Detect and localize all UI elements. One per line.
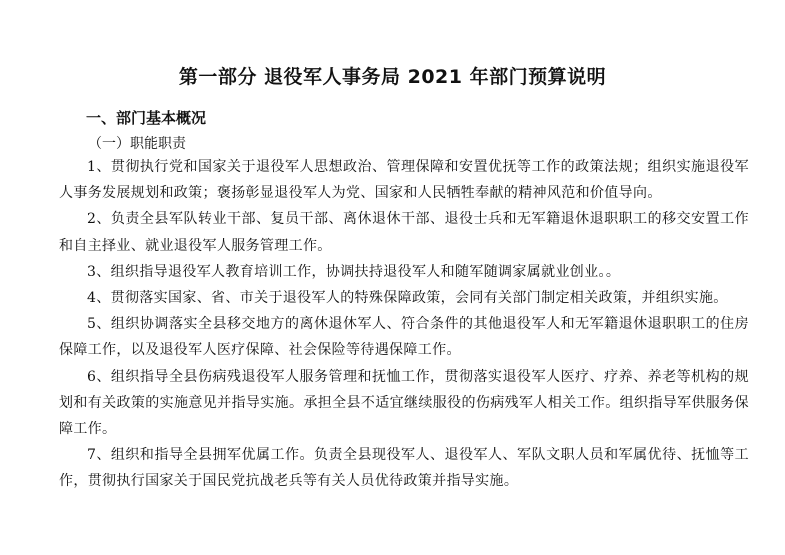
subsection-heading: （一）职能职责 [88, 136, 186, 152]
document-body [59, 154, 749, 495]
paragraph-4: 4、贯彻落实国家、省、市关于退役军人的特殊保障政策，会同有关部门制定相关政策，并组织实施。 [87, 290, 728, 307]
paragraph-1: 1、贯彻执行党和国家关于退役军人思想政治、管理保障和安置优抚等工作的政策法规；组织实施退役军人事务发展规划和政策；褒扬彰显退役军人为党、国家和人民牺牲奉献的精神风范和价值导向。 [59, 159, 749, 202]
paragraph-3: 3、组织指导退役军人教育培训工作，协调扶持退役军人和随军随调家属就业创业。。 [87, 263, 621, 280]
document-title: 第一部分 退役军人事务局 2021 年部门预算说明 [178, 66, 607, 88]
paragraph-5: 5、组织协调落实全县移交地方的离休退休军人、符合条件的其他退役军人和无军籍退休退职职工的住房保障工作，以及退役军人医疗保障、社会保险等待遇保障工作。 [59, 316, 749, 359]
paragraph-6: 6、组织指导全县伤病残退役军人服务管理和抚恤工作，贯彻落实退役军人医疗、疗养、养老等机构的规划和有关政策的实施意见并指导实施。承担全县不适宜继续服役的伤病残军人相关工作。组织指导军供服务保障工作。 [59, 368, 749, 438]
paragraph-2: 2、负责全县军队转业干部、复员干部、离休退休干部、退役士兵和无军籍退休退职职工的移交安置工作和自主择业、就业退役军人服务管理工作。 [59, 211, 749, 254]
paragraph-7: 7、组织和指导全县拥军优属工作。负责全县现役军人、退役军人、军队文职人员和军属优待、抚恤等工作，贯彻执行国家关于国民党抗战老兵等有关人员优待政策并指导实施。 [59, 447, 749, 490]
section-heading: 一、部门基本概况 [86, 109, 207, 127]
